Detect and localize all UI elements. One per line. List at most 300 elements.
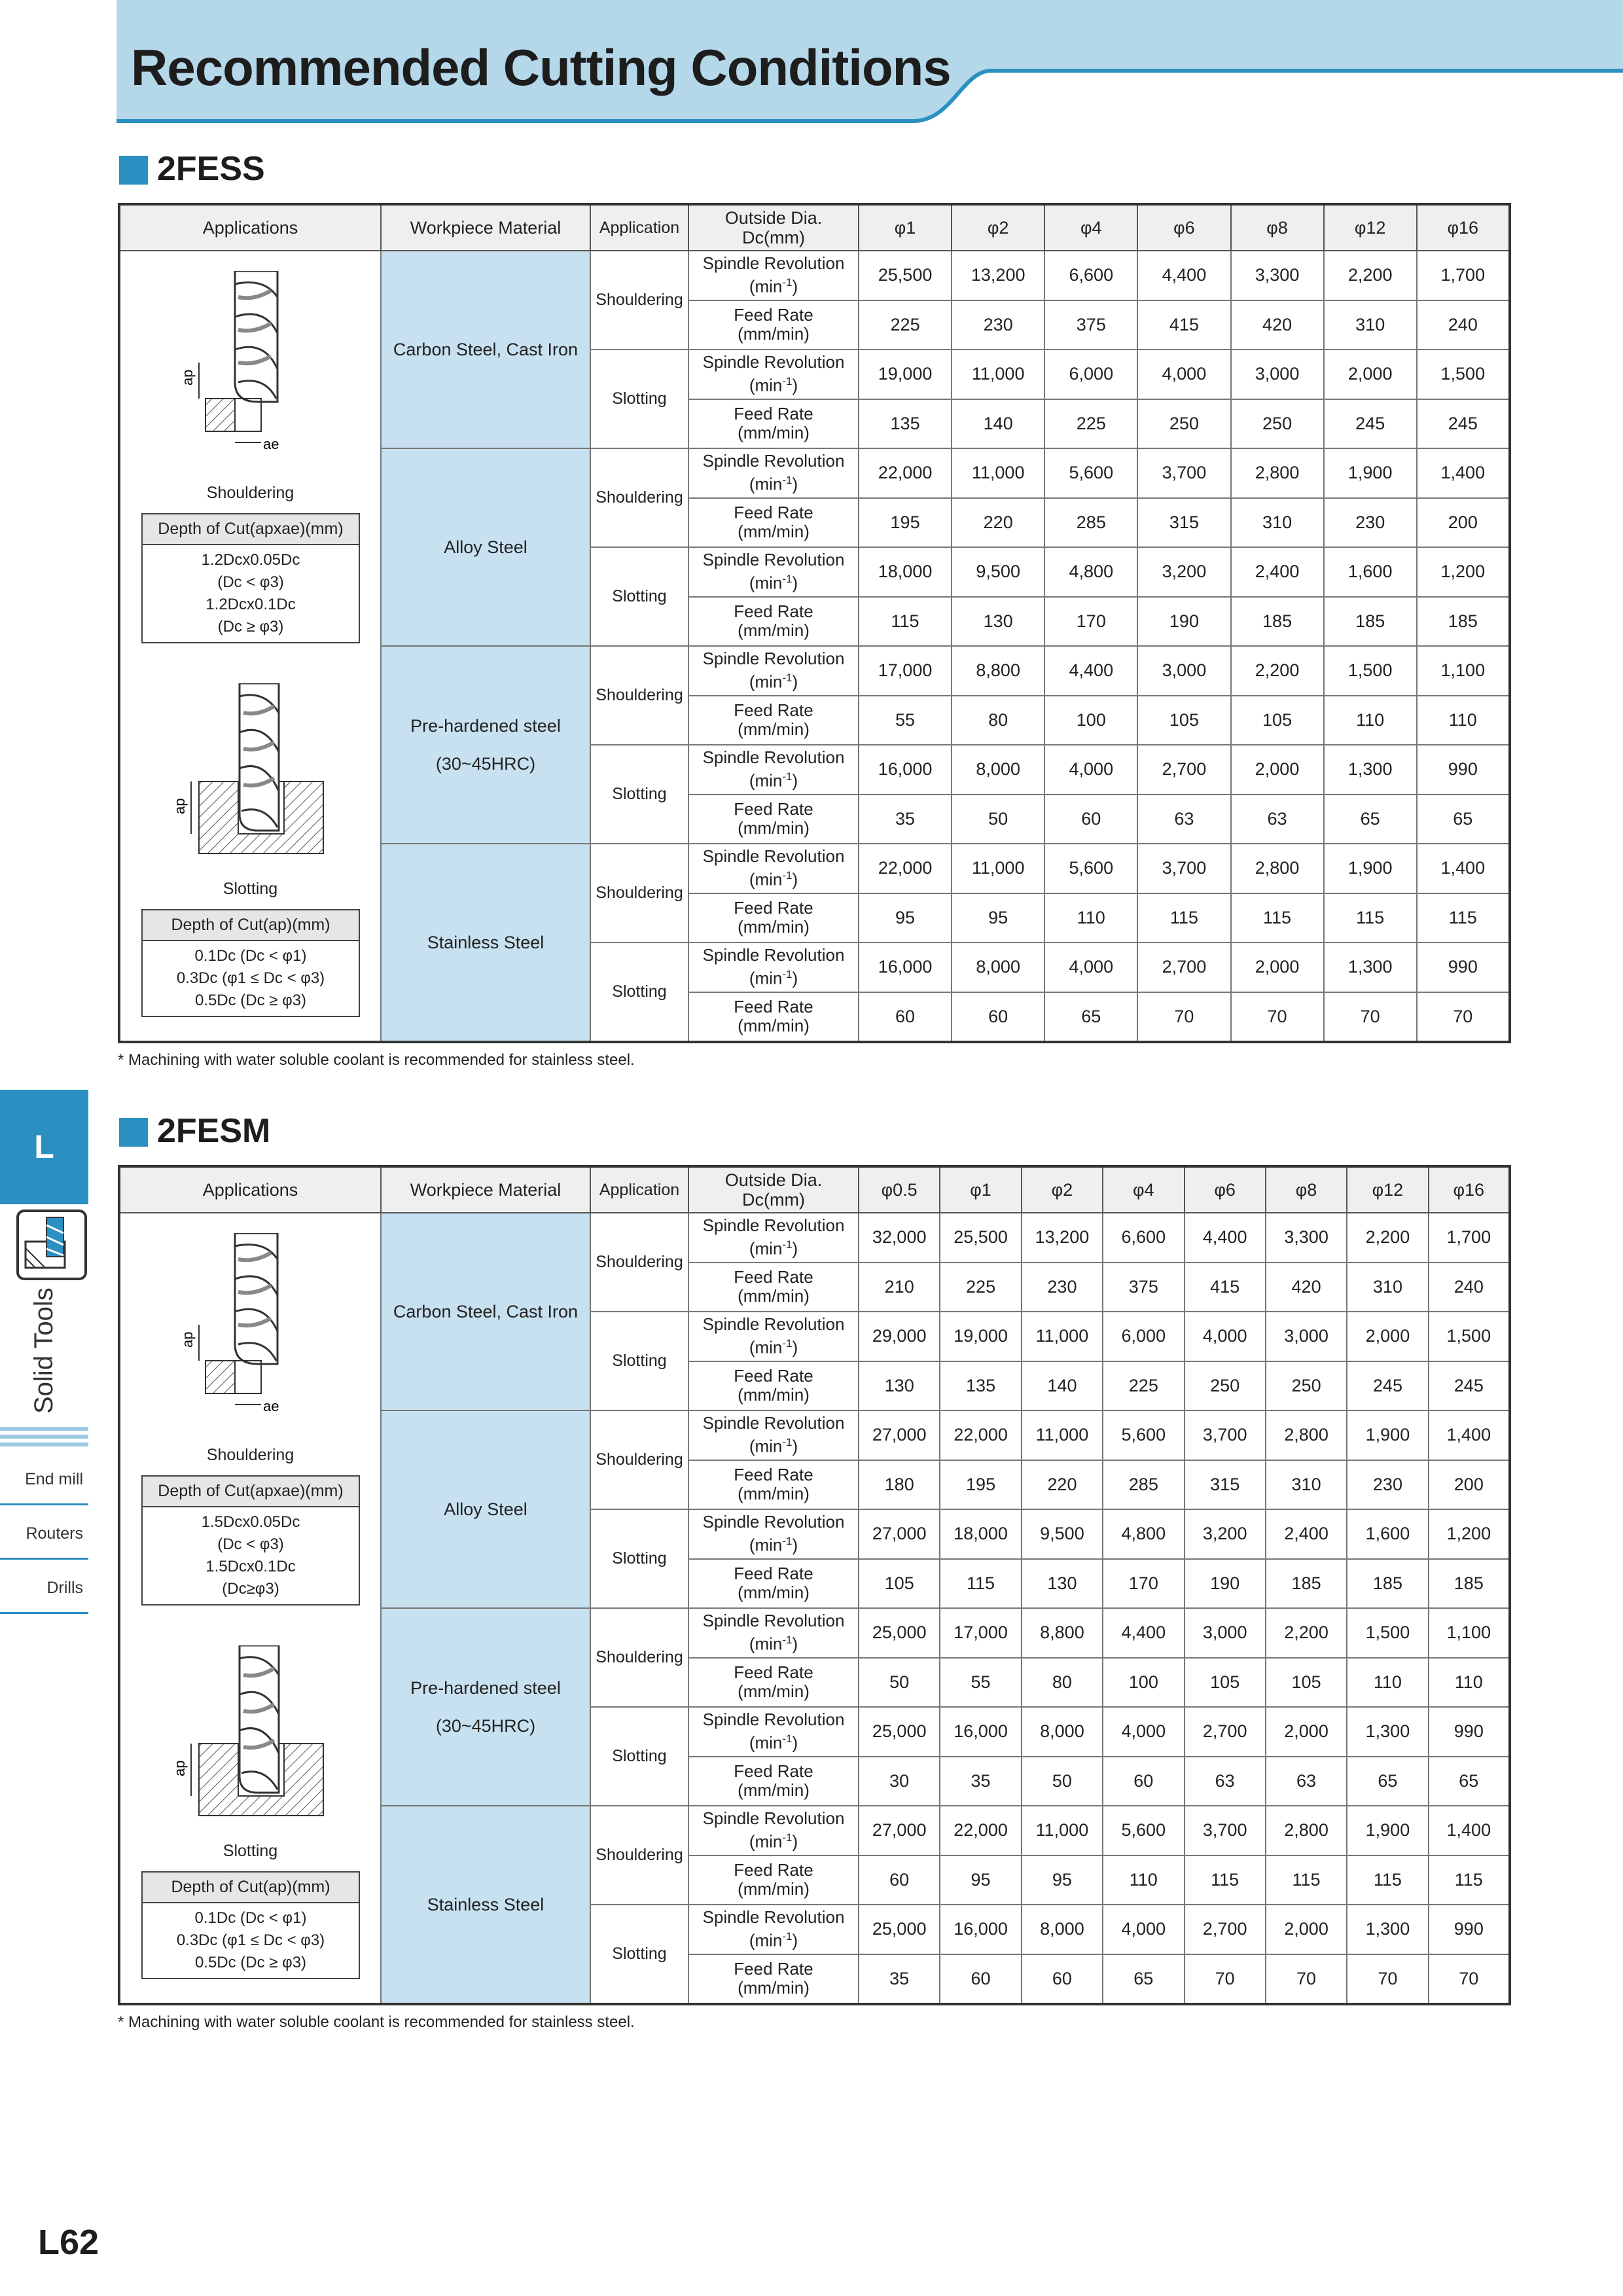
value-cell: 1,500 bbox=[1417, 350, 1510, 399]
value-cell: 190 bbox=[1185, 1559, 1266, 1609]
value-cell: 22,000 bbox=[859, 844, 952, 893]
application-cell: Slotting bbox=[590, 745, 688, 844]
value-cell: 11,000 bbox=[1022, 1410, 1103, 1460]
value-cell: 60 bbox=[952, 992, 1044, 1043]
value-cell: 2,700 bbox=[1185, 1905, 1266, 1954]
value-cell: 2,800 bbox=[1266, 1806, 1347, 1856]
value-cell: 70 bbox=[1347, 1954, 1428, 2005]
value-cell: 245 bbox=[1347, 1361, 1428, 1411]
col-header-diameter: φ2 bbox=[952, 204, 1044, 251]
value-cell: 115 bbox=[1137, 893, 1230, 943]
value-cell: 2,200 bbox=[1324, 251, 1417, 300]
cutting-conditions-table bbox=[118, 203, 1511, 1043]
value-cell: 18,000 bbox=[940, 1509, 1021, 1559]
application-cell: Slotting bbox=[590, 1312, 688, 1410]
value-cell: 1,500 bbox=[1347, 1608, 1428, 1658]
value-cell: 27,000 bbox=[859, 1509, 940, 1559]
value-cell: 105 bbox=[1137, 696, 1230, 745]
value-cell: 310 bbox=[1266, 1460, 1347, 1510]
value-cell: 5,600 bbox=[1103, 1410, 1184, 1460]
value-cell: 8,800 bbox=[952, 646, 1044, 696]
depth-of-cut-heading: Depth of Cut(ap)(mm) bbox=[143, 1873, 359, 1903]
value-cell: 13,200 bbox=[1022, 1213, 1103, 1263]
section-marker-icon bbox=[119, 156, 148, 185]
value-cell: 17,000 bbox=[940, 1608, 1021, 1658]
value-cell: 2,400 bbox=[1231, 547, 1324, 597]
value-cell: 225 bbox=[859, 300, 952, 350]
param-feed: Feed Rate (mm/min) bbox=[688, 992, 859, 1043]
slotting-diagram bbox=[166, 1645, 336, 1829]
applications-figure-cell bbox=[119, 251, 381, 1042]
value-cell: 2,700 bbox=[1185, 1707, 1266, 1757]
value-cell: 19,000 bbox=[940, 1312, 1021, 1361]
shouldering-diagram bbox=[173, 271, 336, 454]
col-header-diameter: φ16 bbox=[1429, 1166, 1510, 1213]
slotting-diagram bbox=[166, 683, 336, 867]
table-header-row bbox=[119, 204, 1510, 251]
section-title: 2FESM bbox=[157, 1112, 271, 1150]
param-feed: Feed Rate (mm/min) bbox=[688, 1460, 859, 1510]
value-cell: 2,000 bbox=[1231, 745, 1324, 795]
value-cell: 25,500 bbox=[859, 251, 952, 300]
param-feed: Feed Rate (mm/min) bbox=[688, 893, 859, 943]
value-cell: 115 bbox=[1429, 1856, 1510, 1905]
value-cell: 30 bbox=[859, 1757, 940, 1806]
value-cell: 185 bbox=[1266, 1559, 1347, 1609]
col-header-diameter: φ16 bbox=[1417, 204, 1510, 251]
value-cell: 4,400 bbox=[1044, 646, 1137, 696]
value-cell: 16,000 bbox=[940, 1707, 1021, 1757]
value-cell: 105 bbox=[859, 1559, 940, 1609]
value-cell: 4,000 bbox=[1103, 1905, 1184, 1954]
value-cell: 130 bbox=[952, 597, 1044, 647]
value-cell: 8,800 bbox=[1022, 1608, 1103, 1658]
value-cell: 25,500 bbox=[940, 1213, 1021, 1263]
value-cell: 1,600 bbox=[1324, 547, 1417, 597]
value-cell: 245 bbox=[1417, 399, 1510, 449]
value-cell: 1,300 bbox=[1324, 942, 1417, 992]
value-cell: 11,000 bbox=[952, 844, 1044, 893]
value-cell: 60 bbox=[859, 992, 952, 1043]
svg-text:ae: ae bbox=[263, 1398, 279, 1414]
value-cell: 6,000 bbox=[1044, 350, 1137, 399]
param-spindle: Spindle Revolution $(\min^{-1})$ bbox=[688, 942, 859, 992]
sidebar-item-end-mill[interactable]: End mill bbox=[0, 1453, 88, 1505]
value-cell: 245 bbox=[1429, 1361, 1510, 1411]
value-cell: 35 bbox=[859, 795, 952, 844]
value-cell: 310 bbox=[1231, 498, 1324, 548]
value-cell: 315 bbox=[1185, 1460, 1266, 1510]
value-cell: 200 bbox=[1429, 1460, 1510, 1510]
param-feed: Feed Rate (mm/min) bbox=[688, 1559, 859, 1609]
param-spindle: Spindle Revolution $(\min^{-1})$ bbox=[688, 547, 859, 597]
value-cell: 11,000 bbox=[952, 448, 1044, 498]
value-cell: 185 bbox=[1429, 1559, 1510, 1609]
param-spindle: Spindle Revolution $(\min^{-1})$ bbox=[688, 1213, 859, 1263]
param-spindle: Spindle Revolution $(\min^{-1})$ bbox=[688, 1707, 859, 1757]
col-header-application: Application bbox=[590, 204, 688, 251]
value-cell: 95 bbox=[1022, 1856, 1103, 1905]
value-cell: 190 bbox=[1137, 597, 1230, 647]
value-cell: 105 bbox=[1185, 1658, 1266, 1708]
value-cell: 70 bbox=[1324, 992, 1417, 1043]
material-cell: Pre-hardened steel (30~45HRC) bbox=[381, 646, 590, 844]
depth-of-cut-line: 0.1Dc (Dc < φ1) bbox=[194, 947, 307, 965]
value-cell: 65 bbox=[1347, 1757, 1428, 1806]
value-cell: 27,000 bbox=[859, 1806, 940, 1856]
param-spindle: Spindle Revolution $(\min^{-1})$ bbox=[688, 251, 859, 300]
value-cell: 35 bbox=[940, 1757, 1021, 1806]
value-cell: 3,700 bbox=[1137, 448, 1230, 498]
value-cell: 50 bbox=[1022, 1757, 1103, 1806]
value-cell: 415 bbox=[1137, 300, 1230, 350]
value-cell: 70 bbox=[1417, 992, 1510, 1043]
value-cell: 50 bbox=[859, 1658, 940, 1708]
depth-of-cut-line: (Dc < φ3) bbox=[217, 573, 284, 591]
col-header-diameter: φ4 bbox=[1044, 204, 1137, 251]
application-cell: Slotting bbox=[590, 1905, 688, 2004]
value-cell: 1,200 bbox=[1417, 547, 1510, 597]
value-cell: 3,700 bbox=[1185, 1410, 1266, 1460]
value-cell: 1,100 bbox=[1429, 1608, 1510, 1658]
value-cell: 6,600 bbox=[1044, 251, 1137, 300]
value-cell: 1,300 bbox=[1324, 745, 1417, 795]
depth-of-cut-box-slotting bbox=[141, 1871, 360, 1979]
depth-of-cut-line: 0.3Dc (φ1 ≤ Dc < φ3) bbox=[176, 1931, 325, 1949]
value-cell: 70 bbox=[1185, 1954, 1266, 2005]
depth-of-cut-line: 1.2Dcx0.1Dc bbox=[205, 596, 296, 613]
svg-text:ap: ap bbox=[179, 1331, 196, 1348]
value-cell: 65 bbox=[1429, 1757, 1510, 1806]
value-cell: 420 bbox=[1231, 300, 1324, 350]
value-cell: 105 bbox=[1231, 696, 1324, 745]
value-cell: 65 bbox=[1417, 795, 1510, 844]
col-header-applications: Applications bbox=[119, 204, 381, 251]
depth-of-cut-line: 0.5Dc (Dc ≥ φ3) bbox=[194, 1954, 307, 1971]
param-feed: Feed Rate (mm/min) bbox=[688, 795, 859, 844]
value-cell: 285 bbox=[1103, 1460, 1184, 1510]
value-cell: 3,000 bbox=[1137, 646, 1230, 696]
depth-of-cut-line: (Dc ≥ φ3) bbox=[217, 618, 284, 636]
value-cell: 1,700 bbox=[1429, 1213, 1510, 1263]
param-spindle: Spindle Revolution $(\min^{-1})$ bbox=[688, 1608, 859, 1658]
value-cell: 4,000 bbox=[1044, 942, 1137, 992]
value-cell: 250 bbox=[1231, 399, 1324, 449]
value-cell: 185 bbox=[1324, 597, 1417, 647]
value-cell: 250 bbox=[1137, 399, 1230, 449]
param-feed: Feed Rate (mm/min) bbox=[688, 1361, 859, 1411]
depth-of-cut-line: 0.1Dc (Dc < φ1) bbox=[194, 1909, 307, 1927]
value-cell: 5,600 bbox=[1044, 448, 1137, 498]
param-spindle: Spindle Revolution $(\min^{-1})$ bbox=[688, 1312, 859, 1361]
material-cell: Carbon Steel, Cast Iron bbox=[381, 1213, 590, 1410]
value-cell: 65 bbox=[1103, 1954, 1184, 2005]
sidebar-item-drills[interactable]: Drills bbox=[0, 1562, 88, 1614]
value-cell: 8,000 bbox=[952, 942, 1044, 992]
value-cell: 70 bbox=[1137, 992, 1230, 1043]
value-cell: 3,200 bbox=[1185, 1509, 1266, 1559]
value-cell: 8,000 bbox=[1022, 1707, 1103, 1757]
value-cell: 9,500 bbox=[1022, 1509, 1103, 1559]
param-spindle: Spindle Revolution $(\min^{-1})$ bbox=[688, 844, 859, 893]
value-cell: 4,400 bbox=[1185, 1213, 1266, 1263]
application-cell: Shouldering bbox=[590, 1806, 688, 1905]
value-cell: 60 bbox=[940, 1954, 1021, 2005]
param-spindle: Spindle Revolution $(\min^{-1})$ bbox=[688, 1905, 859, 1954]
col-header-diameter: φ0.5 bbox=[859, 1166, 940, 1213]
value-cell: 11,000 bbox=[1022, 1312, 1103, 1361]
value-cell: 2,800 bbox=[1231, 844, 1324, 893]
value-cell: 310 bbox=[1347, 1263, 1428, 1312]
application-cell: Shouldering bbox=[590, 448, 688, 547]
value-cell: 5,600 bbox=[1044, 844, 1137, 893]
value-cell: 1,500 bbox=[1324, 646, 1417, 696]
value-cell: 180 bbox=[859, 1460, 940, 1510]
value-cell: 3,300 bbox=[1266, 1213, 1347, 1263]
param-spindle: Spindle Revolution $(\min^{-1})$ bbox=[688, 350, 859, 399]
sidebar-divider bbox=[0, 1427, 88, 1450]
value-cell: 2,000 bbox=[1347, 1312, 1428, 1361]
value-cell: 140 bbox=[952, 399, 1044, 449]
col-header-diameter: φ1 bbox=[940, 1166, 1021, 1213]
value-cell: 2,800 bbox=[1231, 448, 1324, 498]
material-cell: Alloy Steel bbox=[381, 1410, 590, 1608]
value-cell: 35 bbox=[859, 1954, 940, 2005]
param-spindle: Spindle Revolution $(\min^{-1})$ bbox=[688, 1509, 859, 1559]
value-cell: 115 bbox=[1324, 893, 1417, 943]
value-cell: 4,400 bbox=[1137, 251, 1230, 300]
param-spindle: Spindle Revolution $(\min^{-1})$ bbox=[688, 1410, 859, 1460]
value-cell: 2,200 bbox=[1266, 1608, 1347, 1658]
value-cell: 1,600 bbox=[1347, 1509, 1428, 1559]
value-cell: 6,000 bbox=[1103, 1312, 1184, 1361]
value-cell: 1,300 bbox=[1347, 1707, 1428, 1757]
value-cell: 70 bbox=[1266, 1954, 1347, 2005]
page-title: Recommended Cutting Conditions bbox=[131, 39, 951, 96]
value-cell: 60 bbox=[1044, 795, 1137, 844]
value-cell: 60 bbox=[859, 1856, 940, 1905]
value-cell: 250 bbox=[1266, 1361, 1347, 1411]
value-cell: 375 bbox=[1044, 300, 1137, 350]
solid-tools-icon bbox=[16, 1210, 87, 1280]
col-header-outside-dia: Outside Dia. Dc(mm) bbox=[688, 1166, 859, 1213]
material-cell: Carbon Steel, Cast Iron bbox=[381, 251, 590, 448]
value-cell: 110 bbox=[1044, 893, 1137, 943]
value-cell: 990 bbox=[1429, 1905, 1510, 1954]
value-cell: 25,000 bbox=[859, 1608, 940, 1658]
application-cell: Shouldering bbox=[590, 1410, 688, 1509]
value-cell: 115 bbox=[1185, 1856, 1266, 1905]
value-cell: 170 bbox=[1103, 1559, 1184, 1609]
value-cell: 25,000 bbox=[859, 1905, 940, 1954]
depth-of-cut-heading: Depth of Cut(apxae)(mm) bbox=[143, 1477, 359, 1507]
application-cell: Slotting bbox=[590, 942, 688, 1042]
param-feed: Feed Rate (mm/min) bbox=[688, 696, 859, 745]
col-header-diameter: φ12 bbox=[1347, 1166, 1428, 1213]
depth-of-cut-line: (Dc≥φ3) bbox=[222, 1580, 279, 1598]
value-cell: 135 bbox=[859, 399, 952, 449]
value-cell: 2,200 bbox=[1347, 1213, 1428, 1263]
param-feed: Feed Rate (mm/min) bbox=[688, 1757, 859, 1806]
value-cell: 63 bbox=[1266, 1757, 1347, 1806]
value-cell: 185 bbox=[1231, 597, 1324, 647]
param-feed: Feed Rate (mm/min) bbox=[688, 1954, 859, 2005]
application-cell: Slotting bbox=[590, 1707, 688, 1806]
value-cell: 25,000 bbox=[859, 1707, 940, 1757]
value-cell: 135 bbox=[940, 1361, 1021, 1411]
value-cell: 225 bbox=[940, 1263, 1021, 1312]
col-header-application: Application bbox=[590, 1166, 688, 1213]
value-cell: 27,000 bbox=[859, 1410, 940, 1460]
section-marker-icon bbox=[119, 1118, 148, 1147]
value-cell: 110 bbox=[1417, 696, 1510, 745]
application-cell: Shouldering bbox=[590, 251, 688, 350]
shouldering-caption: Shouldering bbox=[206, 484, 294, 502]
value-cell: 5,600 bbox=[1103, 1806, 1184, 1856]
value-cell: 63 bbox=[1231, 795, 1324, 844]
value-cell: 115 bbox=[1266, 1856, 1347, 1905]
value-cell: 55 bbox=[859, 696, 952, 745]
svg-text:ae: ae bbox=[263, 436, 279, 452]
value-cell: 230 bbox=[1347, 1460, 1428, 1510]
value-cell: 220 bbox=[1022, 1460, 1103, 1510]
value-cell: 110 bbox=[1103, 1856, 1184, 1905]
param-spindle: Spindle Revolution $(\min^{-1})$ bbox=[688, 448, 859, 498]
value-cell: 70 bbox=[1429, 1954, 1510, 2005]
section-2fess bbox=[118, 137, 1508, 1069]
col-header-material: Workpiece Material bbox=[381, 1166, 590, 1213]
table-header-row bbox=[119, 1166, 1510, 1213]
value-cell: 4,000 bbox=[1044, 745, 1137, 795]
depth-of-cut-line: 1.2Dcx0.05Dc bbox=[201, 551, 300, 569]
value-cell: 230 bbox=[1022, 1263, 1103, 1312]
value-cell: 1,400 bbox=[1417, 448, 1510, 498]
depth-of-cut-line: 1.5Dcx0.1Dc bbox=[205, 1558, 296, 1575]
value-cell: 63 bbox=[1137, 795, 1230, 844]
value-cell: 1,400 bbox=[1429, 1806, 1510, 1856]
value-cell: 1,400 bbox=[1417, 844, 1510, 893]
value-cell: 1,700 bbox=[1417, 251, 1510, 300]
depth-of-cut-line: (Dc < φ3) bbox=[217, 1535, 284, 1553]
value-cell: 110 bbox=[1324, 696, 1417, 745]
value-cell: 240 bbox=[1417, 300, 1510, 350]
application-cell: Shouldering bbox=[590, 1608, 688, 1707]
value-cell: 22,000 bbox=[859, 448, 952, 498]
value-cell: 115 bbox=[1417, 893, 1510, 943]
shouldering-caption: Shouldering bbox=[206, 1446, 294, 1464]
value-cell: 19,000 bbox=[859, 350, 952, 399]
value-cell: 250 bbox=[1185, 1361, 1266, 1411]
value-cell: 22,000 bbox=[940, 1806, 1021, 1856]
value-cell: 115 bbox=[940, 1559, 1021, 1609]
value-cell: 16,000 bbox=[859, 942, 952, 992]
value-cell: 230 bbox=[952, 300, 1044, 350]
value-cell: 65 bbox=[1324, 795, 1417, 844]
value-cell: 1,200 bbox=[1429, 1509, 1510, 1559]
application-cell: Slotting bbox=[590, 1509, 688, 1608]
value-cell: 2,700 bbox=[1137, 942, 1230, 992]
value-cell: 50 bbox=[952, 795, 1044, 844]
value-cell: 185 bbox=[1347, 1559, 1428, 1609]
sidebar-item-routers[interactable]: Routers bbox=[0, 1507, 88, 1560]
value-cell: 310 bbox=[1324, 300, 1417, 350]
value-cell: 4,800 bbox=[1103, 1509, 1184, 1559]
value-cell: 110 bbox=[1347, 1658, 1428, 1708]
value-cell: 16,000 bbox=[859, 745, 952, 795]
value-cell: 195 bbox=[940, 1460, 1021, 1510]
value-cell: 3,000 bbox=[1266, 1312, 1347, 1361]
value-cell: 240 bbox=[1429, 1263, 1510, 1312]
value-cell: 105 bbox=[1266, 1658, 1347, 1708]
value-cell: 3,200 bbox=[1137, 547, 1230, 597]
col-header-diameter: φ2 bbox=[1022, 1166, 1103, 1213]
param-spindle: Spindle Revolution $(\min^{-1})$ bbox=[688, 646, 859, 696]
value-cell: 13,200 bbox=[952, 251, 1044, 300]
value-cell: 200 bbox=[1417, 498, 1510, 548]
slotting-caption: Slotting bbox=[223, 1842, 278, 1860]
value-cell: 63 bbox=[1185, 1757, 1266, 1806]
depth-of-cut-box-slotting bbox=[141, 909, 360, 1017]
value-cell: 110 bbox=[1429, 1658, 1510, 1708]
page-number: L62 bbox=[38, 2223, 99, 2262]
svg-text:ap: ap bbox=[179, 369, 196, 386]
col-header-diameter: φ6 bbox=[1185, 1166, 1266, 1213]
col-header-diameter: φ12 bbox=[1324, 204, 1417, 251]
section-tab-letter[interactable]: L bbox=[0, 1090, 88, 1204]
col-header-diameter: φ1 bbox=[859, 204, 952, 251]
param-feed: Feed Rate (mm/min) bbox=[688, 300, 859, 350]
value-cell: 100 bbox=[1044, 696, 1137, 745]
value-cell: 420 bbox=[1266, 1263, 1347, 1312]
value-cell: 2,800 bbox=[1266, 1410, 1347, 1460]
section-title: 2FESS bbox=[157, 150, 265, 188]
material-cell: Stainless Steel bbox=[381, 1806, 590, 2004]
application-cell: Shouldering bbox=[590, 646, 688, 745]
value-cell: 1,900 bbox=[1347, 1410, 1428, 1460]
value-cell: 9,500 bbox=[952, 547, 1044, 597]
depth-of-cut-box-shouldering bbox=[141, 513, 360, 643]
value-cell: 285 bbox=[1044, 498, 1137, 548]
value-cell: 3,300 bbox=[1231, 251, 1324, 300]
value-cell: 60 bbox=[1103, 1757, 1184, 1806]
coolant-note: * Machining with water soluble coolant is recommended for stainless steel. bbox=[118, 2013, 635, 2031]
value-cell: 245 bbox=[1324, 399, 1417, 449]
value-cell: 415 bbox=[1185, 1263, 1266, 1312]
value-cell: 115 bbox=[1231, 893, 1324, 943]
value-cell: 210 bbox=[859, 1263, 940, 1312]
value-cell: 95 bbox=[952, 893, 1044, 943]
material-cell: Stainless Steel bbox=[381, 844, 590, 1042]
value-cell: 29,000 bbox=[859, 1312, 940, 1361]
value-cell: 225 bbox=[1103, 1361, 1184, 1411]
param-feed: Feed Rate (mm/min) bbox=[688, 1658, 859, 1708]
table-row bbox=[119, 1213, 1510, 1263]
value-cell: 2,000 bbox=[1324, 350, 1417, 399]
param-feed: Feed Rate (mm/min) bbox=[688, 399, 859, 449]
depth-of-cut-line: 0.5Dc (Dc ≥ φ3) bbox=[194, 992, 307, 1009]
value-cell: 195 bbox=[859, 498, 952, 548]
col-header-material: Workpiece Material bbox=[381, 204, 590, 251]
value-cell: 2,400 bbox=[1266, 1509, 1347, 1559]
application-cell: Slotting bbox=[590, 350, 688, 448]
value-cell: 2,000 bbox=[1231, 942, 1324, 992]
shouldering-diagram bbox=[173, 1233, 336, 1416]
value-cell: 130 bbox=[859, 1361, 940, 1411]
depth-of-cut-heading: Depth of Cut(ap)(mm) bbox=[143, 910, 359, 941]
value-cell: 185 bbox=[1417, 597, 1510, 647]
value-cell: 2,200 bbox=[1231, 646, 1324, 696]
svg-text:ap: ap bbox=[171, 798, 188, 814]
